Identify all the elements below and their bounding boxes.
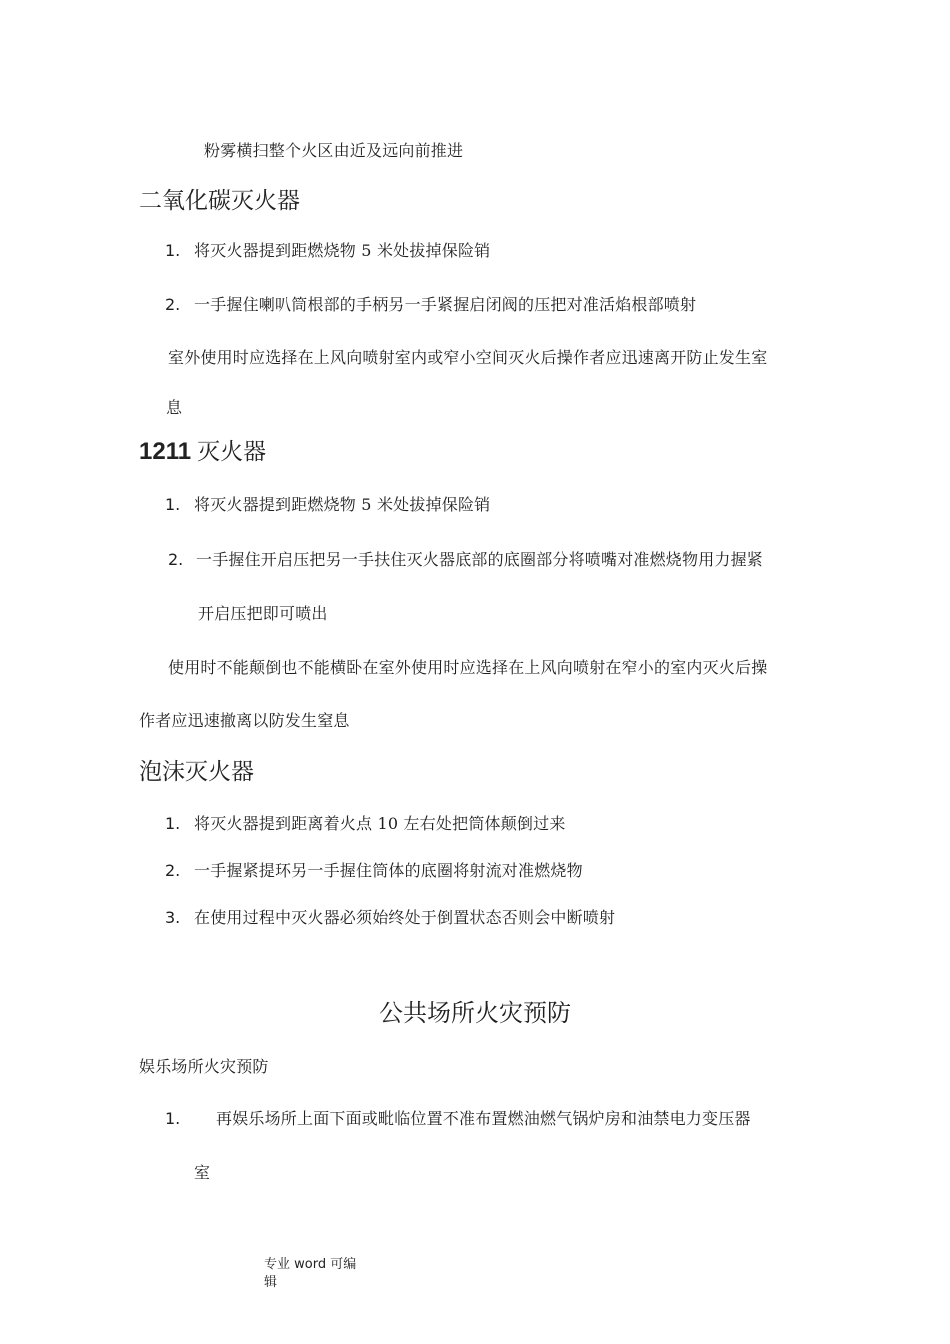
co2-step-1-text: 将灭火器提到距燃烧物 5 米处拔掉保险销	[194, 241, 491, 260]
public-section-title: 公共场所火灾预防	[379, 999, 571, 1027]
foam-step-1-text: 将灭火器提到距离着火点 10 左右处把筒体颠倒过来	[194, 814, 566, 833]
halon-note-line-2: 作者应迅速撤离以防发生窒息	[139, 711, 350, 730]
co2-step-1-number: 1.	[165, 241, 181, 260]
co2-note-line-1: 室外使用时应选择在上风向喷射室内或窄小空间灭火后操作者应迅速离开防止发生室	[168, 348, 768, 367]
foam-step-3-number: 3.	[165, 908, 181, 927]
halon-heading	[139, 438, 266, 466]
public-item-1-text: 再娱乐场所上面下面或毗临位置不准布置燃油燃气锅炉房和油禁电力变压器	[216, 1109, 751, 1128]
public-item-1-number: 1.	[165, 1109, 181, 1128]
halon-step-2-continuation: 开启压把即可喷出	[198, 604, 328, 623]
footer-line-1: 专业 word 可编	[264, 1257, 357, 1272]
co2-step-2-text: 一手握住喇叭筒根部的手柄另一手紧握启闭阀的压把对准活焰根部喷射	[194, 295, 697, 314]
page-footer	[264, 1256, 374, 1292]
footer-line-2: 辑	[264, 1275, 278, 1290]
co2-note-line-2: 息	[166, 398, 183, 417]
foam-step-2-text: 一手握紧提环另一手握住筒体的底圈将射流对准燃烧物	[194, 861, 583, 880]
foam-heading: 泡沫灭火器	[139, 759, 254, 785]
halon-step-1-number: 1.	[165, 495, 181, 514]
foam-step-2-number: 2.	[165, 861, 181, 880]
halon-step-2-number: 2.	[168, 550, 184, 569]
halon-note-line-1: 使用时不能颠倒也不能横卧在室外使用时应选择在上风向喷射在窄小的室内灭火后操	[168, 658, 768, 677]
co2-heading: 二氧化碳灭火器	[139, 188, 300, 214]
intro-text: 粉雾横扫整个火区由近及远向前推进	[204, 141, 464, 160]
halon-heading-text: 灭火器	[197, 439, 267, 465]
foam-step-1-number: 1.	[165, 814, 181, 833]
halon-step-1-text: 将灭火器提到距燃烧物 5 米处拔掉保险销	[194, 495, 491, 514]
public-item-1-continuation: 室	[194, 1163, 211, 1182]
public-subheading: 娱乐场所火灾预防	[139, 1057, 269, 1076]
halon-heading-number: 1211	[139, 438, 192, 465]
co2-step-2-number: 2.	[165, 295, 181, 314]
halon-step-2-text: 一手握住开启压把另一手扶住灭火器底部的底圈部分将喷嘴对准燃烧物用力握紧	[196, 550, 764, 569]
foam-step-3-text: 在使用过程中灭火器必须始终处于倒置状态否则会中断喷射	[194, 908, 616, 927]
